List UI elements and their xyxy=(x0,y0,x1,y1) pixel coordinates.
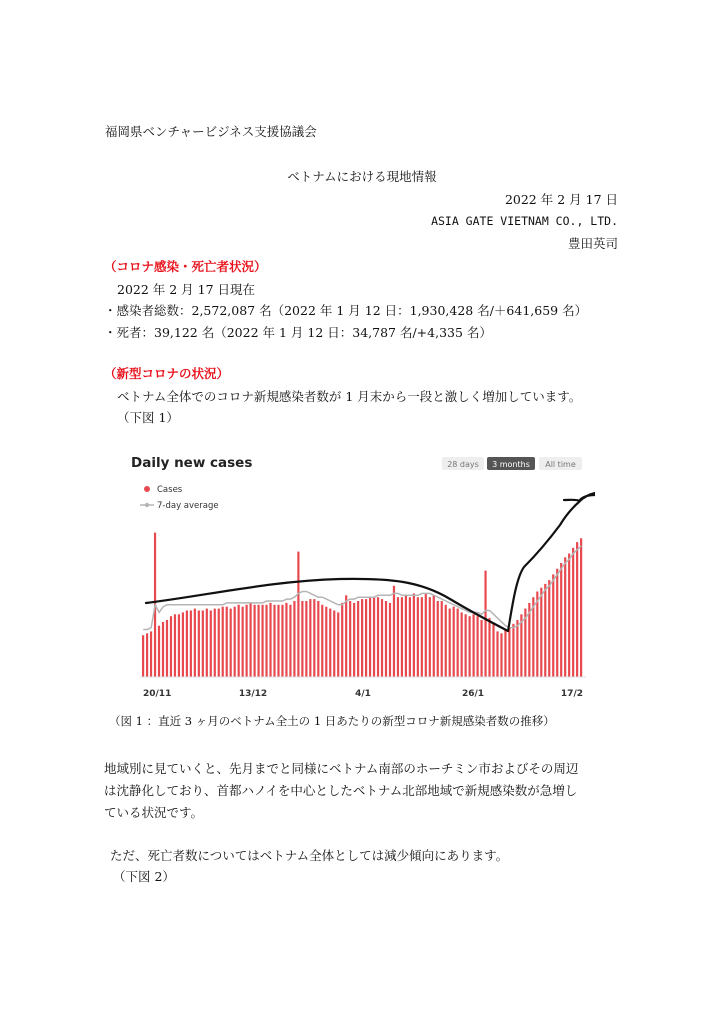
cases-bar xyxy=(329,609,331,677)
document-date: 2022 年 2 月 17 日 xyxy=(504,192,618,207)
cases-bar xyxy=(301,601,303,677)
cases-bar xyxy=(552,574,554,677)
cases-bar xyxy=(576,542,578,677)
cases-bar xyxy=(544,584,546,677)
cases-bar xyxy=(417,597,419,677)
cases-bar xyxy=(170,616,172,677)
cases-bar xyxy=(413,593,415,677)
deaths-line: ・死者：39,122 名（2022 年 1 月 12 日：34,787 名/+4,335 名） xyxy=(104,325,492,340)
cases-bar xyxy=(473,614,475,677)
as-of-date: 2022 年 2 月 17 日現在 xyxy=(117,282,256,297)
cases-bar xyxy=(162,622,164,677)
cases-bar xyxy=(484,571,486,677)
cases-bar xyxy=(349,601,351,677)
cases-bar xyxy=(580,538,582,677)
cases-bar xyxy=(194,609,196,677)
cases-bar xyxy=(385,601,387,677)
legend-cases-label: Cases xyxy=(157,485,183,495)
company-name: ASIA GATE VIETNAM CO., LTD. xyxy=(431,214,618,228)
cases-bar xyxy=(401,597,403,677)
cases-bar xyxy=(465,614,467,677)
legend-average-label: 7-day average xyxy=(157,501,219,511)
cases-bar xyxy=(261,605,263,677)
cases-bar xyxy=(146,633,148,677)
figure-caption-1: （図 1 ：直近 3 ヶ月のベトナム全土の 1 日あたりの新型コロナ新規感染者数の推移） xyxy=(109,714,555,728)
cases-bar xyxy=(421,597,423,677)
paragraph-deaths-trend: ただ、死亡者数についてはベトナム全体としては減少傾向にあります。 xyxy=(110,848,509,863)
cases-bar xyxy=(238,605,240,677)
range-button-28-days[interactable] xyxy=(442,457,484,470)
cases-bar xyxy=(437,601,439,677)
cases-bar xyxy=(548,580,550,677)
cases-bar xyxy=(500,633,502,677)
cases-bar xyxy=(508,628,510,677)
cases-bar xyxy=(226,607,228,677)
range-button-3-months[interactable] xyxy=(487,457,535,470)
cases-bar xyxy=(353,603,355,677)
cases-bar xyxy=(389,603,391,677)
cases-bar xyxy=(269,603,271,677)
cases-bar xyxy=(512,624,514,677)
cases-bar xyxy=(289,605,291,677)
cases-bar xyxy=(158,626,160,677)
cases-bar xyxy=(317,601,319,677)
cases-bar xyxy=(210,611,212,678)
cases-bar xyxy=(285,603,287,677)
cases-bar xyxy=(425,593,427,677)
cases-bar xyxy=(333,611,335,678)
cases-bar xyxy=(198,611,200,678)
daily-new-cases-chart xyxy=(120,443,595,713)
cases-bar xyxy=(341,603,343,677)
cases-bar xyxy=(234,607,236,677)
cases-bar xyxy=(441,601,443,677)
cases-bar xyxy=(313,599,315,677)
cases-bar xyxy=(277,605,279,677)
legend-average-dot xyxy=(145,503,149,507)
cases-bar xyxy=(325,607,327,677)
document-title: ベトナムにおける現地情報 xyxy=(287,169,437,184)
cases-bar xyxy=(174,614,176,677)
cases-bar xyxy=(480,620,482,677)
cases-bar xyxy=(556,569,558,677)
range-button-3-months-label: 3 months xyxy=(492,460,530,469)
cases-bar xyxy=(461,612,463,677)
cases-bar xyxy=(150,631,152,677)
cases-bar xyxy=(254,605,256,677)
cases-bar xyxy=(142,635,144,677)
cases-bar xyxy=(369,597,371,677)
cases-bar xyxy=(230,609,232,677)
cases-bar xyxy=(357,601,359,677)
cases-bar xyxy=(568,554,570,678)
total-cases-line: ・感染者総数：2,572,087 名（2022 年 1 月 12 日：1,930,428 名/＋641,659 名） xyxy=(104,303,588,318)
cases-bar xyxy=(186,611,188,678)
cases-bar xyxy=(242,607,244,677)
cases-bar xyxy=(560,563,562,677)
cases-bar xyxy=(373,597,375,677)
paragraph-regional-line-2: は沈静化しており、首都ハノイを中心としたベトナム北部地域で新規感染数が急増し xyxy=(104,783,578,798)
cases-bar xyxy=(449,609,451,677)
cases-bar xyxy=(202,611,204,678)
organization-name: 福岡県ベンチャービジネス支援協議会 xyxy=(105,124,317,139)
cases-bar xyxy=(218,609,220,677)
cases-bar xyxy=(429,597,431,677)
x-tick-label: 4/1 xyxy=(355,689,371,699)
cases-bar xyxy=(321,605,323,677)
cases-bar xyxy=(496,631,498,677)
cases-bar xyxy=(445,605,447,677)
cases-bar xyxy=(222,607,224,677)
cases-bar xyxy=(572,548,574,677)
cases-bar xyxy=(492,624,494,677)
cases-bar xyxy=(250,603,252,677)
cases-bar xyxy=(457,609,459,677)
cases-bar xyxy=(397,597,399,677)
chart-title: Daily new cases xyxy=(131,455,253,471)
x-tick-label: 26/1 xyxy=(461,689,485,699)
cases-bar xyxy=(166,620,168,677)
cases-bar xyxy=(453,607,455,677)
figure-reference-1: （下図 1） xyxy=(117,410,179,425)
cases-bar xyxy=(178,614,180,677)
cases-bar xyxy=(516,620,518,677)
range-button-all-time-label: All time xyxy=(545,460,576,469)
cases-bar xyxy=(564,557,566,677)
cases-bar xyxy=(182,612,184,677)
cases-bar xyxy=(246,605,248,677)
x-tick-label: 20/11 xyxy=(143,689,172,699)
cases-bar xyxy=(488,618,490,677)
cases-bar xyxy=(206,609,208,677)
cases-bar xyxy=(305,601,307,677)
x-axis-ticks xyxy=(143,689,583,699)
cases-bar xyxy=(540,588,542,677)
cases-bar xyxy=(409,597,411,677)
range-button-all-time[interactable] xyxy=(539,457,582,470)
x-tick-label: 17/2 xyxy=(560,689,583,699)
cases-bar xyxy=(309,599,311,677)
paragraph-increase: ベトナム全体でのコロナ新規感染者数が 1 月末から一段と激しく増加しています。 xyxy=(117,389,582,404)
cases-bar xyxy=(345,595,347,677)
cases-bar xyxy=(337,612,339,677)
cases-bar xyxy=(293,601,295,677)
cases-bar xyxy=(273,605,275,677)
chart-legend xyxy=(140,485,219,511)
cases-bar xyxy=(536,592,538,678)
cases-bar xyxy=(405,595,407,677)
range-button-28-days-label: 28 days xyxy=(447,460,479,469)
cases-bar xyxy=(190,611,192,678)
x-tick-label: 13/12 xyxy=(238,689,268,699)
cases-bar xyxy=(265,605,267,677)
legend-cases-swatch xyxy=(144,486,150,492)
cases-bar xyxy=(377,597,379,677)
cases-bar xyxy=(297,552,299,677)
paragraph-regional-line-3: ている状況です。 xyxy=(104,805,204,820)
cases-bar xyxy=(476,616,478,677)
cases-bar xyxy=(393,586,395,677)
cases-bar xyxy=(504,630,506,678)
paragraph-regional-line-1: 地域別に見ていくと、先月までと同様にベトナム南部のホーチミン市およびその周辺 xyxy=(104,761,579,776)
cases-bar xyxy=(361,599,363,677)
author-name: 豊田英司 xyxy=(567,236,618,251)
cases-bar xyxy=(365,599,367,677)
cases-bar xyxy=(214,609,216,677)
cases-bar xyxy=(281,605,283,677)
cases-bar xyxy=(433,595,435,677)
cases-bar xyxy=(469,616,471,677)
section-heading-covid-status: （コロナ感染・死亡者状況） xyxy=(104,259,267,274)
section-heading-new-covid: （新型コロナの状況） xyxy=(104,366,230,381)
cases-bar xyxy=(257,605,259,677)
cases-bar xyxy=(381,599,383,677)
figure-reference-2: （下図 2） xyxy=(113,869,175,884)
